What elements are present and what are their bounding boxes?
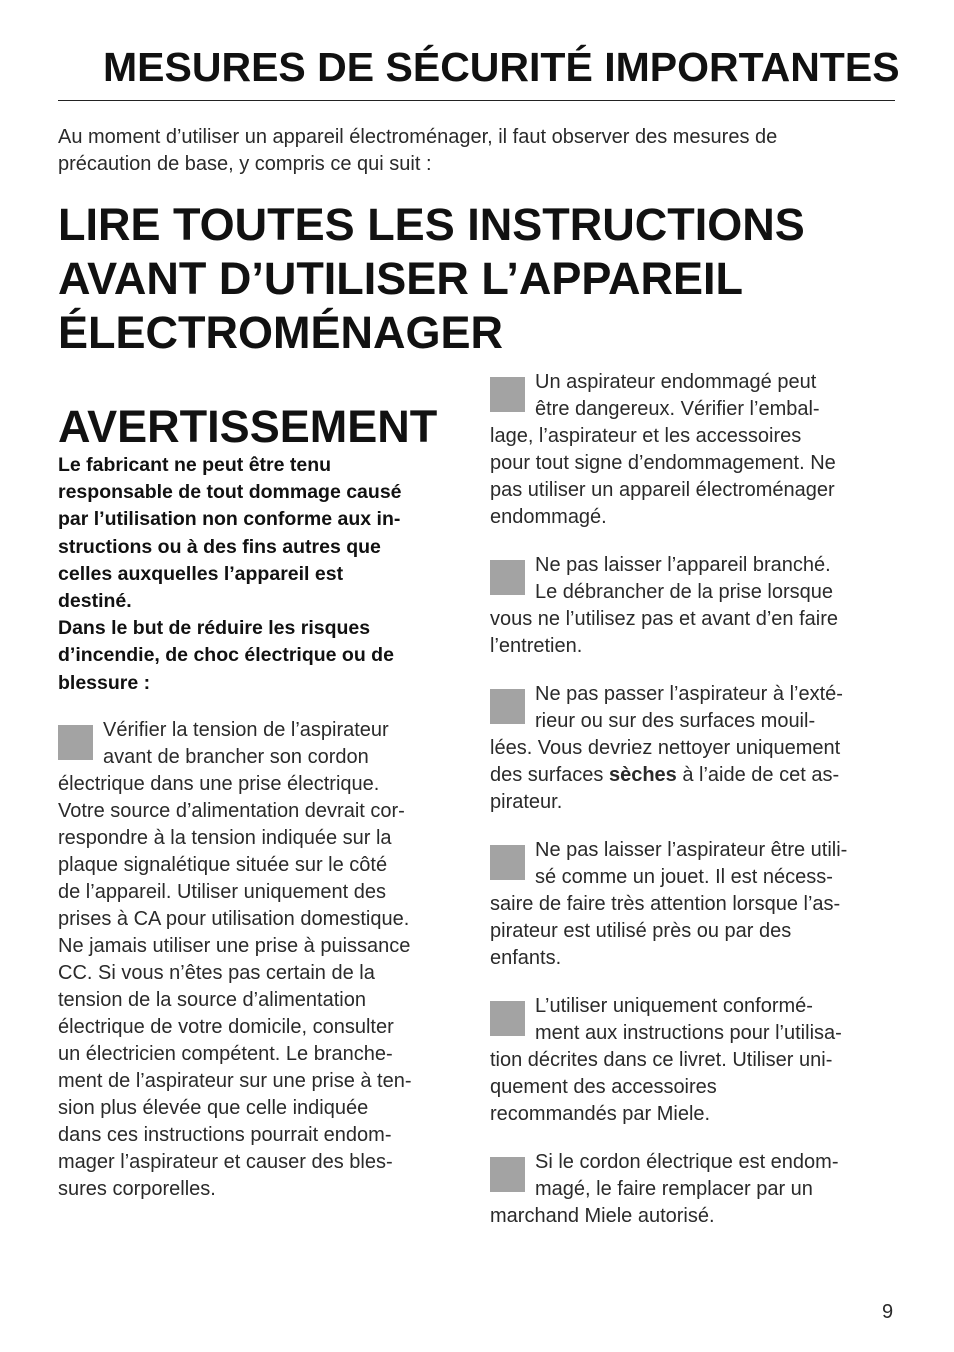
main-heading-line: ÉLECTROMÉNAGER [58, 307, 504, 358]
main-heading [58, 198, 918, 360]
header-divider [58, 100, 895, 101]
square-bullet-icon [490, 1001, 525, 1036]
page-number: 9 [882, 1301, 894, 1323]
safety-item: L’utiliser uniquement conformé- ment aux instructions pour l’utilisa- tion décrites dans ce livret. Utiliser uni- quement des accessoires recommandés par Miele. [490, 995, 842, 1125]
square-bullet-icon [58, 725, 93, 760]
square-bullet-icon [490, 560, 525, 595]
square-bullet-icon [490, 377, 525, 412]
safety-item: Un aspirateur endommagé peut être dangereux. Vérifier l’embal- lage, l’aspirateur et les accessoires pour tout signe d’endommagement. Ne pas utiliser un appareil électroménager endommagé. [490, 371, 836, 528]
safety-item: Ne pas passer l’aspirateur à l’exté- rieur ou sur des surfaces mouil- lées. Vous devriez nettoyer uniquement des surfaces sèches à l’aide de cet as- pirateur. [490, 683, 843, 813]
safety-item: Vérifier la tension de l’aspirateur avant de brancher son cordon électrique dans une prise électrique. Votre source d’alimentation devrait cor- respondre à la tension indiquée sur la plaque signalétique située sur le côté de l’appareil. Utiliser uniquement des prises à CA pour utilisation domestique. Ne jamais utiliser une prise à puissance CC. Si vous n’êtes pas certain de la tension de la source d’alimentation électrique de votre domicile, consulter un électricien compétent. Le branche- ment de l’aspirateur sur une prise à ten- sion plus élevée que celle indiquée dans ces instructions pourrait endom- mager l’aspirateur et causer des bles- sures corporelles. [58, 718, 412, 1200]
safety-item: Ne pas laisser l’aspirateur être utili- sé comme un jouet. Il est nécess- saire de faire très attention lorsque l’as- pirateur est utilisé près ou par des enfants. [490, 839, 848, 969]
main-heading-line: LIRE TOUTES LES INSTRUCTIONS [58, 199, 805, 250]
safety-item: Ne pas laisser l’appareil branché. Le débrancher de la prise lorsque vous ne l’utilisez pas et avant d’en faire l’entretien. [490, 554, 838, 657]
intro-line: Au moment d’utiliser un appareil électroménager, il faut observer des mesures de [58, 126, 778, 148]
emphasis-text: sèches [608, 764, 677, 786]
intro-line: précaution de base, y compris ce qui suit : [58, 153, 432, 175]
intro-paragraph [58, 124, 898, 178]
square-bullet-icon [490, 1157, 525, 1192]
square-bullet-icon [490, 845, 525, 880]
safety-item: Si le cordon électrique est endom- magé, le faire remplacer par un marchand Miele autorisé. [490, 1151, 839, 1227]
left-column [58, 402, 466, 1203]
main-heading-line: AVANT D’UTILISER L’APPAREIL [58, 253, 744, 304]
warning-title: AVERTISSEMENT [58, 401, 438, 452]
square-bullet-icon [490, 689, 525, 724]
section-title: MESURES DE SÉCURITÉ IMPORTANTES [103, 44, 900, 90]
right-column [490, 369, 898, 1251]
warning-text: Le fabricant ne peut être tenu responsable de tout dommage causé par l’utilisation non conforme aux in- structions ou à des fins autres que celles auxquelles l’appareil est destiné. Dans le but de réduire les risques d’incendie, de choc électrique ou de blessure : [58, 454, 402, 694]
